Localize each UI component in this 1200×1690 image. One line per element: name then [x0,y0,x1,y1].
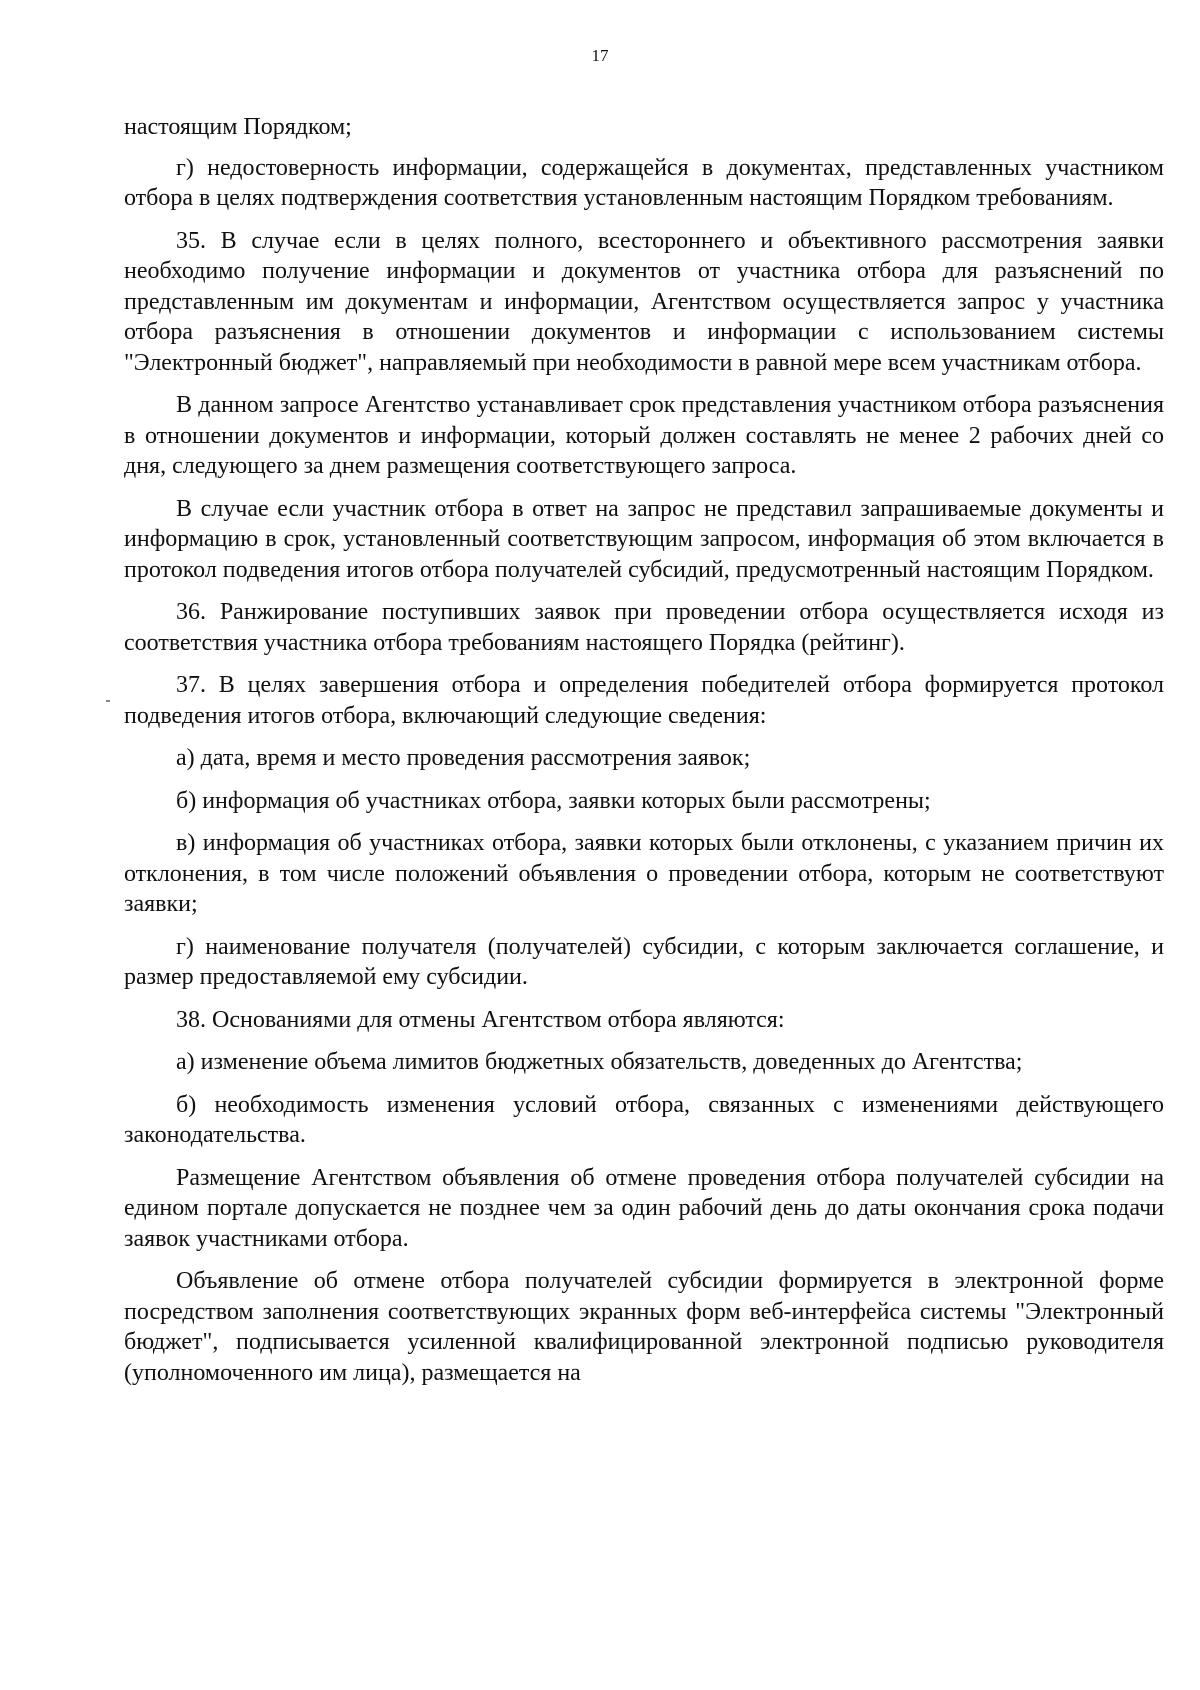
paragraph: 37. В целях завершения отбора и определения победителей отбора формируется протокол подведения итогов отбора, включающий следующие сведения: [124,672,1164,729]
paragraph: б) информация об участниках отбора, заявки которых были рассмотрены; [176,787,931,814]
paragraph: в) информация об участниках отбора, заявки которых были отклонены, с указанием причин их отклонения, в том числе положений объявления о проведении отбора, которым не соответствуют заявки; [124,830,1164,917]
paragraph: 36. Ранжирование поступивших заявок при проведении отбора осуществляется исходя из соответствия участника отбора требованиям настоящего Порядка (рейтинг). [124,599,1164,656]
paragraph: настоящим Порядком; [124,114,352,140]
paragraph: г) наименование получателя (получателей) субсидии, с которым заключается соглашение, и размер предоставляемой ему субсидии. [124,933,1164,990]
document-body [124,112,1164,1400]
paragraph: г) недостоверность информации, содержащейся в документах, представленных участником отбора в целях подтверждения соответствия установленным настоящим Порядком требованиям. [124,154,1164,211]
paragraph: б) необходимость изменения условий отбора, связанных с изменениями действующего законодательства. [124,1091,1164,1148]
paragraph: Объявление об отмене отбора получателей субсидии формируется в электронной форме посредством заполнения соответствующих экранных форм веб-интерфейса системы "Электронный бюджет", подписывается усиленной квалифицированной электронной подписью руководителя (уполномоченного им лица), размещается на [124,1268,1164,1386]
scan-mark [106,700,110,702]
paragraph: а) дата, время и место проведения рассмотрения заявок; [176,745,751,771]
paragraph: Размещение Агентством объявления об отмене проведения отбора получателей субсидии на едином портале допускается не позднее чем за один рабочий день до даты окончания срока подачи заявок участниками отбора. [124,1164,1164,1252]
paragraph: 38. Основаниями для отмены Агентством отбора являются: [176,1006,785,1033]
paragraph: а) изменение объема лимитов бюджетных обязательств, доведенных до Агентства; [176,1049,1023,1075]
paragraph: В случае если участник отбора в ответ на запрос не представил запрашиваемые документы и информацию в срок, установленный соответствующим запросом, информация об этом включается в протокол подведения итогов отбора получателей субсидий, предусмотренный настоящим Порядком. [124,495,1164,583]
paragraph: 35. В случае если в целях полного, всестороннего и объективного рассмотрения заявки необходимо получение информации и документов от участника отбора для разъяснений по представленным им документам и информации, Агентством осуществляется запрос у участника отбора разъяснения в отношении документов и информации с использованием системы "Электронный бюджет", направляемый при необходимости в равной мере всем участникам отбора. [124,227,1164,376]
page-number: 17 [591,46,609,65]
paragraph: В данном запросе Агентство устанавливает срок представления участником отбора разъяснения в отношении документов и информации, который должен составлять не менее 2 рабочих дней со дня, следующего за днем размещения соответствующего запроса. [124,392,1164,479]
